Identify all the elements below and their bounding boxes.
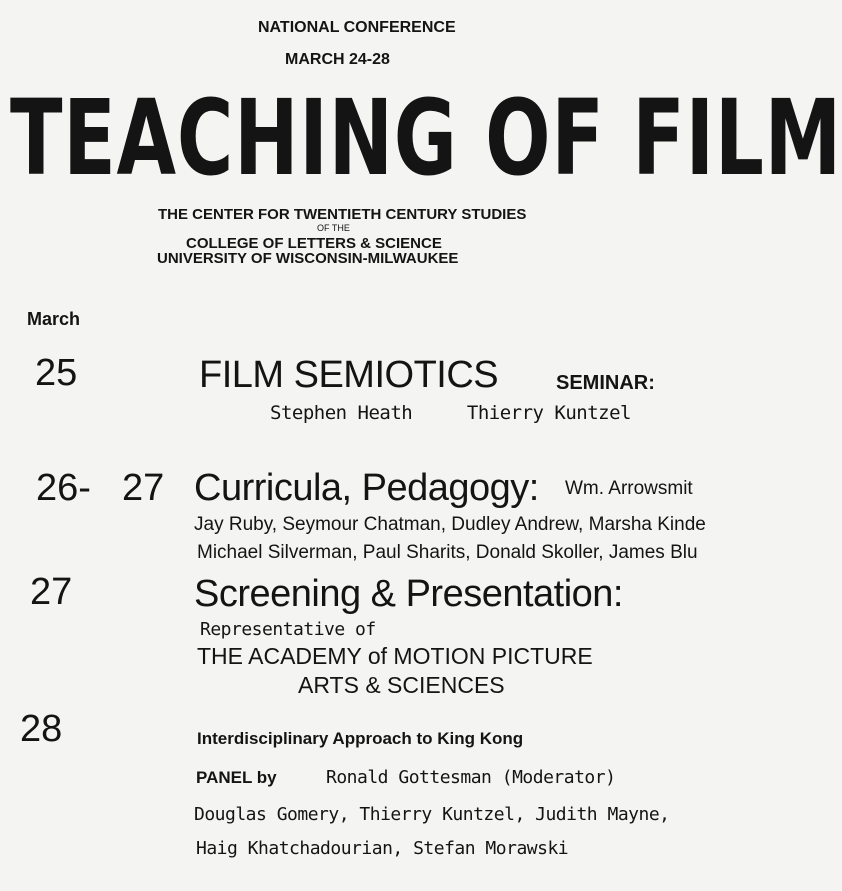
panel-members-2: Haig Khatchadourian, Stefan Morawski xyxy=(196,838,569,859)
day3-arts-sciences: ARTS & SCIENCES xyxy=(298,672,505,698)
day2-date-start: 26- xyxy=(36,467,91,509)
day2-names-1: Wm. Arrowsmit xyxy=(565,478,693,499)
day4-heading: Interdisciplinary Approach to King Kong xyxy=(197,729,524,748)
panel-moderator: Ronald Gottesman (Moderator) xyxy=(326,767,616,788)
day3-academy: THE ACADEMY of MOTION PICTURE xyxy=(197,643,593,669)
day2-names-3: Michael Silverman, Paul Sharits, Donald Skoller, James Blu xyxy=(197,542,698,563)
day3-heading: Screening & Presentation: xyxy=(194,573,623,615)
day1-names: Stephen Heath Thierry Kuntzel xyxy=(270,402,631,424)
day1-suffix: SEMINAR: xyxy=(556,372,655,394)
of-the-label: OF THE xyxy=(317,223,350,233)
conference-label: NATIONAL CONFERENCE xyxy=(258,19,456,36)
day3-representative: Representative of xyxy=(200,619,376,640)
day4-date: 28 xyxy=(20,708,63,750)
center-name: THE CENTER FOR TWENTIETH CENTURY STUDIES xyxy=(158,206,527,223)
day2-date-end: 27 xyxy=(122,467,165,509)
university-name: UNIVERSITY OF WISCONSIN-MILWAUKEE xyxy=(157,250,459,267)
day2-heading: Curricula, Pedagogy: xyxy=(194,467,539,509)
day1-heading: FILM SEMIOTICS xyxy=(199,354,499,396)
conference-dates: MARCH 24-28 xyxy=(285,51,390,68)
panel-label: PANEL by xyxy=(196,768,277,787)
day3-date: 27 xyxy=(30,571,73,613)
month-label: March xyxy=(27,309,81,329)
day1-date: 25 xyxy=(35,352,78,394)
poster-title: TEACHING OF FILM xyxy=(10,77,842,199)
day2-names-2: Jay Ruby, Seymour Chatman, Dudley Andrew, Marsha Kinde xyxy=(194,514,706,535)
panel-members-1: Douglas Gomery, Thierry Kuntzel, Judith Mayne, xyxy=(194,804,670,825)
college-name: COLLEGE OF LETTERS & SCIENCE xyxy=(186,235,442,252)
